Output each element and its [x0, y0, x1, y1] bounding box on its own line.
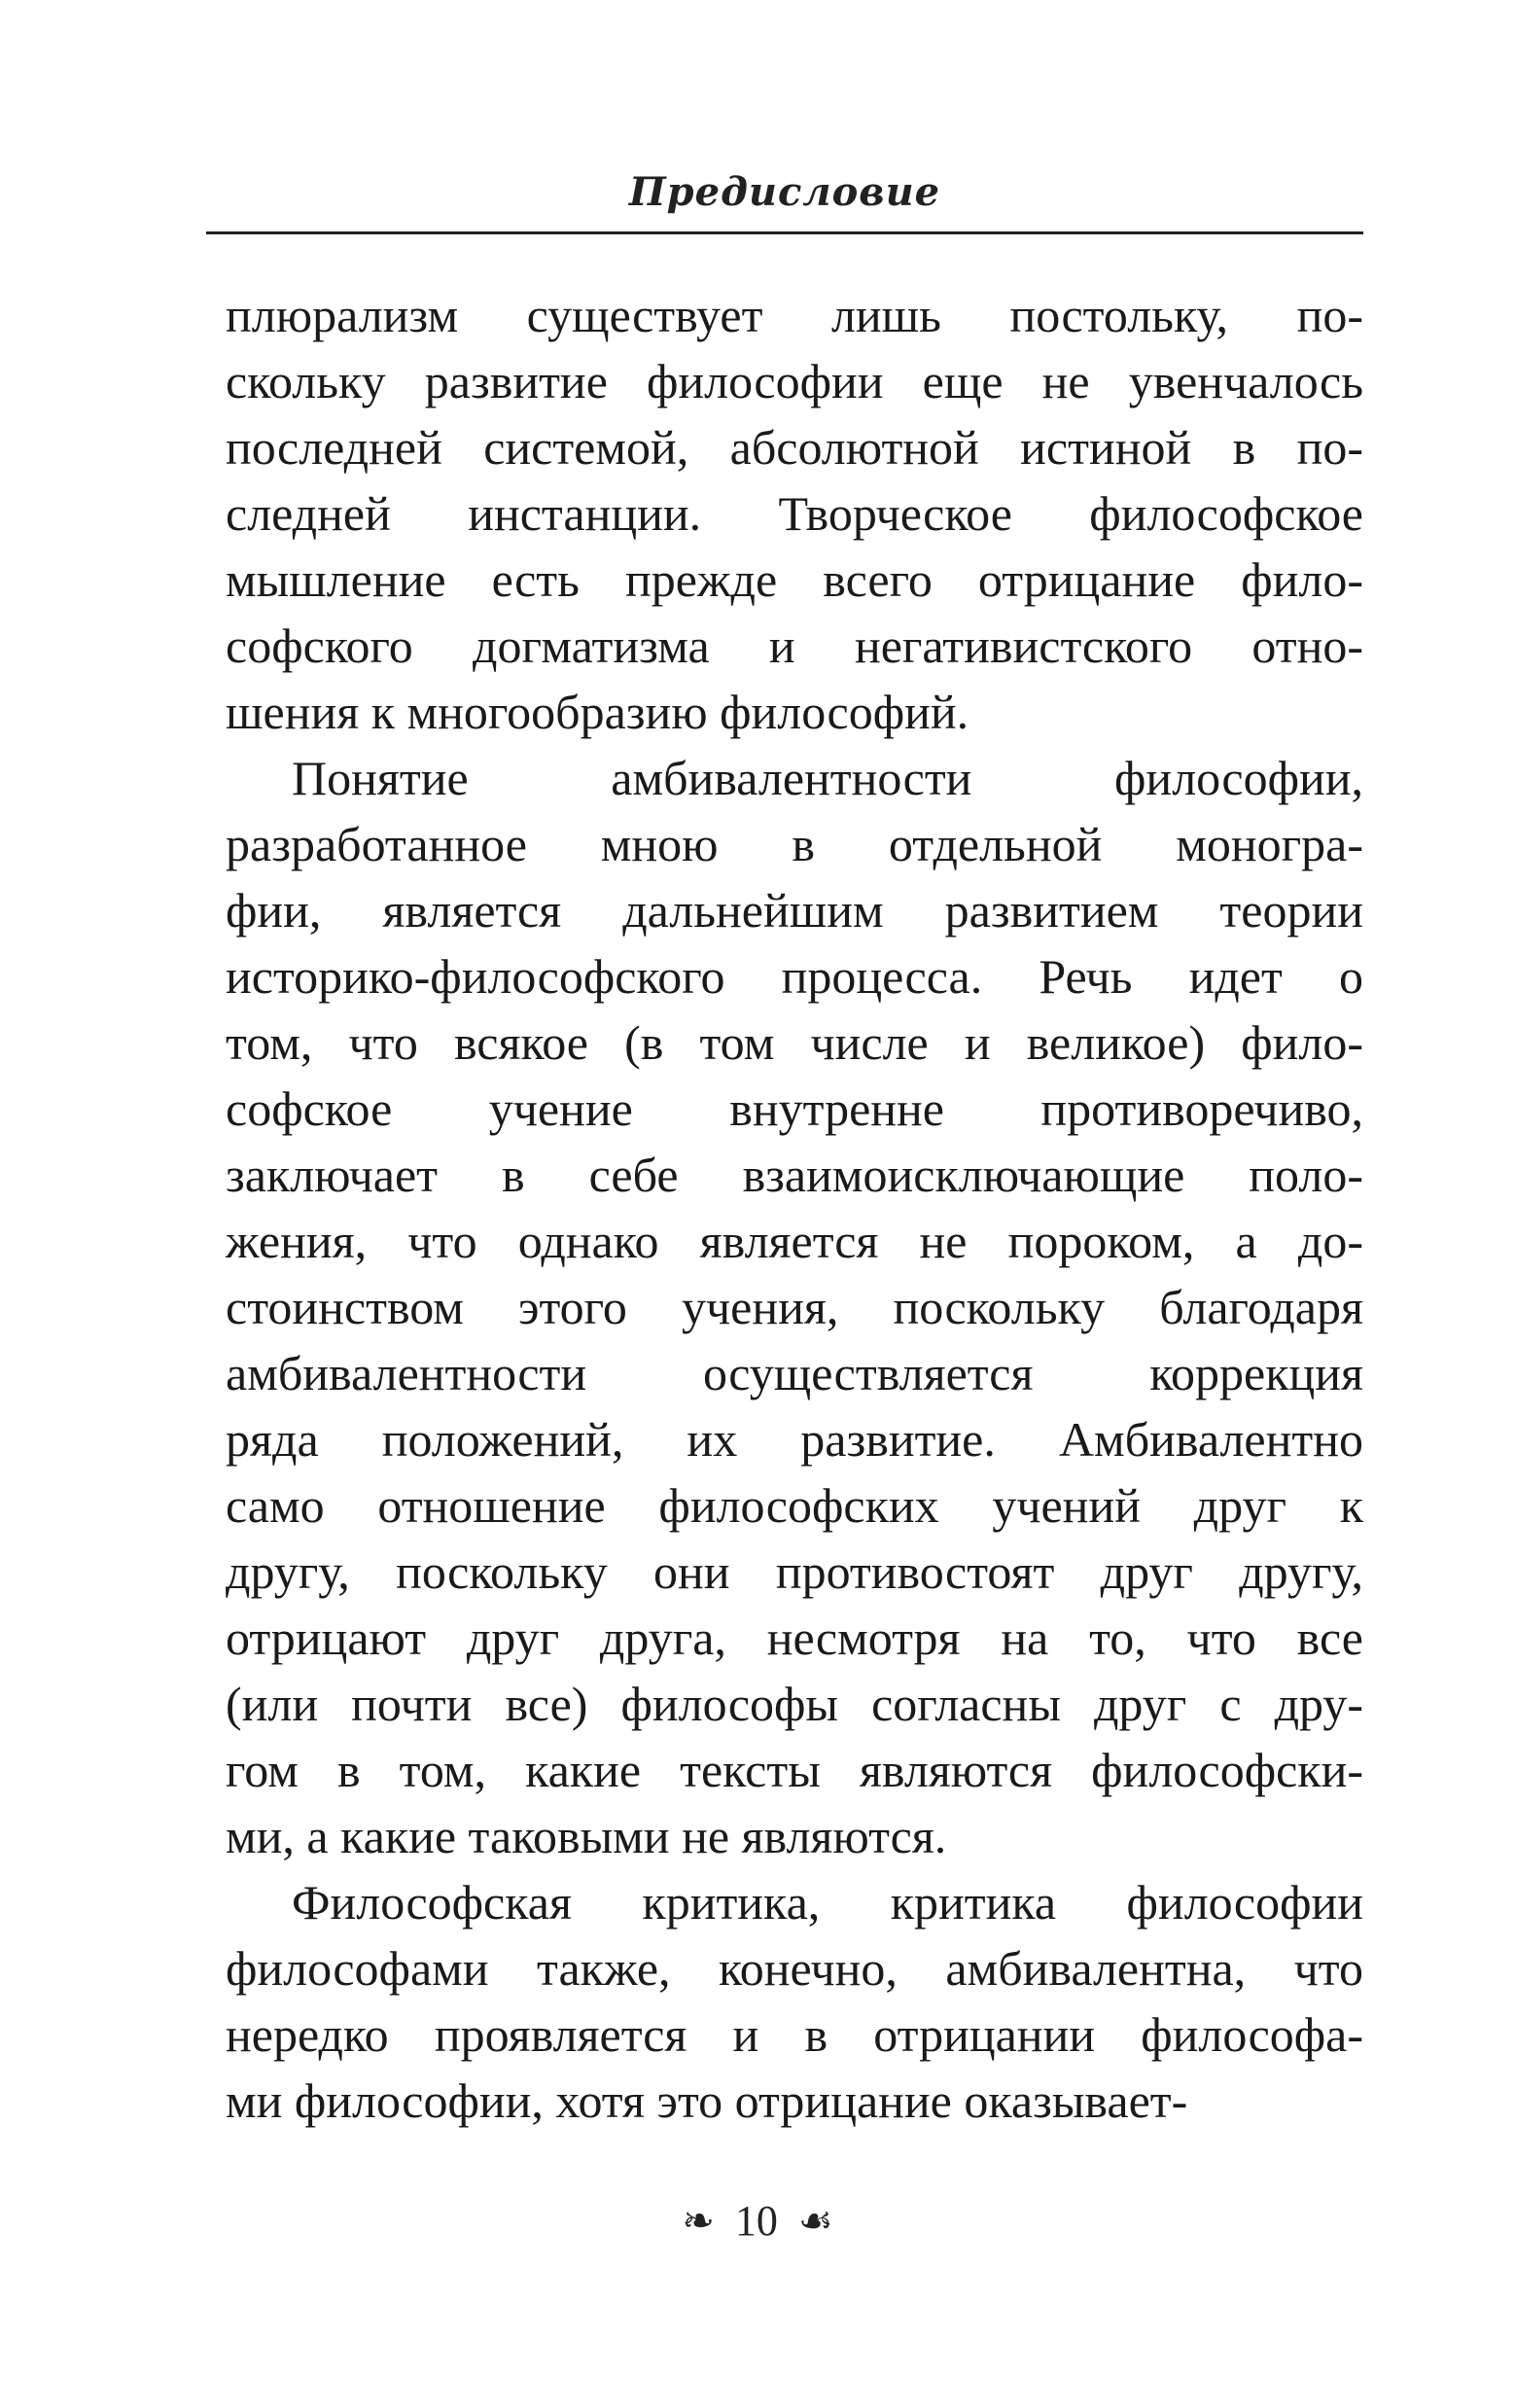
body-text [226, 282, 1363, 2134]
text-line: гом в том, какие тексты являются философски- [226, 1743, 1363, 1797]
header-rule [206, 231, 1363, 234]
text-line: ми, а какие таковыми не являются. [226, 1809, 947, 1863]
text-line: шения к многообразию философий. [226, 685, 969, 739]
text-line: фии, является дальнейшим развитием теории [226, 883, 1363, 938]
text-line: нередко проявляется и в отрицании философа- [226, 2007, 1363, 2062]
left-ornament-icon: ❧ [682, 2198, 715, 2243]
text-line: мышление есть прежде всего отрицание фило- [226, 552, 1363, 607]
text-line: плюрализм существует лишь постольку, по- [226, 288, 1363, 342]
text-line: том, что всякое (в том числе и великое) фило- [226, 1015, 1363, 1070]
paragraph [226, 745, 1363, 1869]
text-line: последней системой, абсолютной истиной в по- [226, 420, 1363, 475]
text-line: софское учение внутренне противоречиво, [226, 1081, 1363, 1136]
text-line: стоинством этого учения, поскольку благодаря [226, 1280, 1363, 1334]
text-line: (или почти все) философы согласны друг с дру- [226, 1677, 1363, 1731]
text-line: историко-философского процесса. Речь идет о [226, 949, 1363, 1004]
text-line: ряда положений, их развитие. Амбивалентно [226, 1412, 1363, 1467]
text-line: заключает в себе взаимоисключающие поло- [226, 1148, 1363, 1202]
text-line: философами также, конечно, амбивалентна, что [226, 1941, 1363, 1996]
text-line: жения, что однако является не пороком, а до- [226, 1214, 1363, 1268]
text-line: отрицают друг друга, несмотря на то, что все [226, 1611, 1363, 1665]
running-header [206, 163, 1363, 222]
text-line: другу, поскольку они противостоят друг другу, [226, 1544, 1363, 1599]
page-number: 10 [734, 2196, 778, 2245]
text-line: следней инстанции. Творческое философское [226, 486, 1363, 541]
right-ornament-icon: ☙ [797, 2198, 833, 2243]
running-header-title: Предисловие [628, 169, 941, 215]
text-line: ми философии, хотя это отрицание оказывает- [226, 2073, 1188, 2128]
text-line: софского догматизма и негативистского отно- [226, 619, 1363, 673]
page-number-footer [0, 2188, 1515, 2250]
text-line: амбивалентности осуществляется коррекция [226, 1346, 1363, 1400]
text-line: разработанное мною в отдельной моногра- [226, 817, 1363, 871]
text-line: скольку развитие философии еще не увенчалось [226, 354, 1363, 408]
paragraph [226, 282, 1363, 745]
text-line: само отношение философских учений друг к [226, 1478, 1363, 1533]
paragraph [226, 1869, 1363, 2134]
text-line: Понятие амбивалентности философии, [292, 751, 1363, 805]
text-line: Философская критика, критика философии [292, 1875, 1363, 1930]
